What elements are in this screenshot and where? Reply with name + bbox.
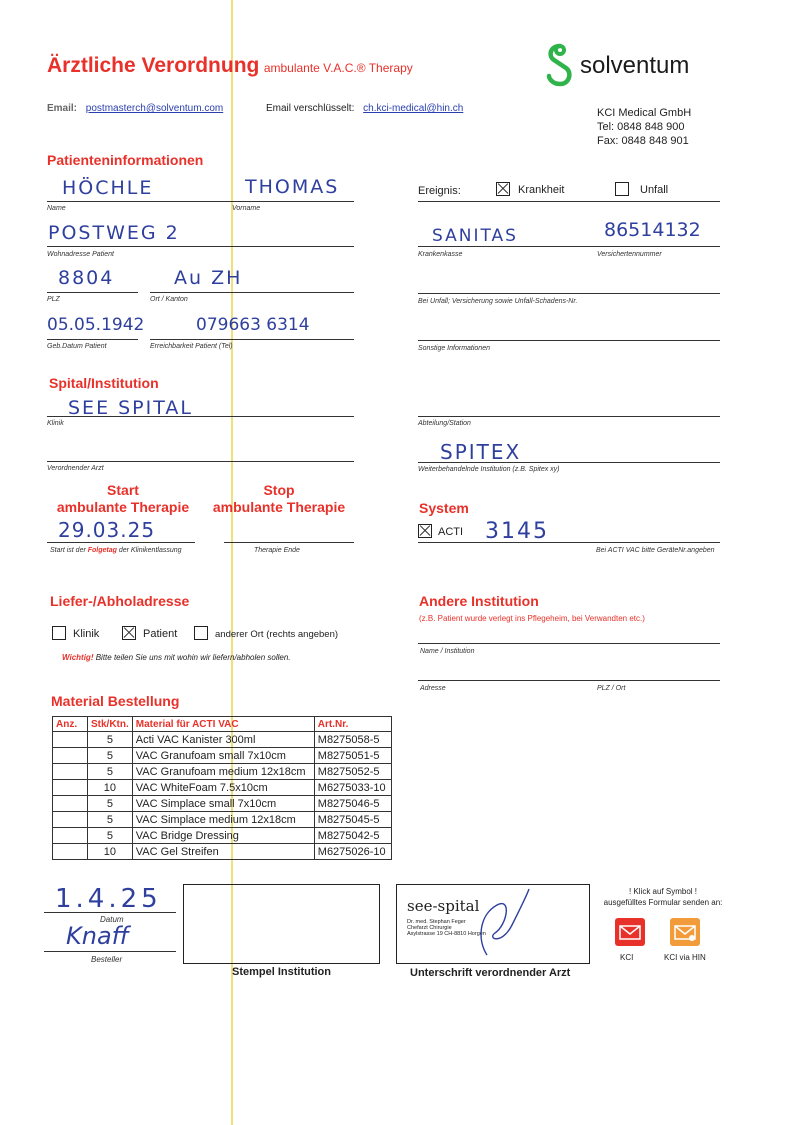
- company-tel: Tel: 0848 848 900: [597, 121, 685, 133]
- solventum-logo-icon: [540, 42, 580, 88]
- patient-adresse-value[interactable]: POSTWEG 2: [48, 222, 180, 244]
- artnr-cell: M8275051-5: [314, 748, 391, 764]
- stempel-box[interactable]: [183, 884, 380, 964]
- liefer-patient-checkbox[interactable]: [122, 626, 136, 640]
- material-cell: VAC Simplace medium 12x18cm: [132, 812, 314, 828]
- stk-cell: 5: [88, 748, 133, 764]
- form-title: [47, 54, 413, 78]
- sonstige-label: Sonstige Informationen: [418, 345, 490, 352]
- patient-ort-label: Ort / Kanton: [150, 296, 188, 303]
- table-row: [53, 764, 392, 780]
- send-instructions: ! Klick auf Symbol ! ausgefülltes Formular senden an:: [603, 887, 723, 907]
- material-cell: Acti VAC Kanister 300ml: [132, 732, 314, 748]
- patient-name-value[interactable]: HÖCHLE: [62, 177, 154, 199]
- artnr-cell: M8275042-5: [314, 828, 391, 844]
- unfall-versicherung-label: Bei Unfall; Versicherung sowie Unfall-Schadens-Nr.: [418, 298, 578, 305]
- material-header-row: [53, 717, 392, 732]
- artnr-cell: M6275033-10: [314, 780, 391, 796]
- arzt-label: Verordnender Arzt: [47, 465, 104, 472]
- material-cell: VAC WhiteFoam 7.5x10cm: [132, 780, 314, 796]
- anz-cell[interactable]: [53, 732, 88, 748]
- liefer-note: Wichtig! Bitte teilen Sie uns mit wohin wir liefern/abholen sollen.: [62, 653, 291, 662]
- abteilung-label: Abteilung/Station: [418, 420, 471, 427]
- patient-geb-label: Geb.Datum Patient: [47, 343, 107, 350]
- solventum-logo: [540, 42, 730, 88]
- signatur-box[interactable]: [396, 884, 590, 964]
- material-table: [52, 716, 392, 860]
- email-enc-label: Email verschlüsselt:: [266, 103, 355, 114]
- material-heading: Material Bestellung: [51, 693, 180, 709]
- anz-cell[interactable]: [53, 780, 88, 796]
- datum-value[interactable]: 1.4.25: [55, 884, 162, 914]
- stamp-text: Dr. med. Stephan Feger Chefarzt Chirurgie Asylstrasse 19 CH-8810 Horgen: [407, 919, 486, 937]
- anz-cell[interactable]: [53, 748, 88, 764]
- col-stk: Stk/Ktn.: [88, 717, 133, 732]
- email-row: [47, 103, 223, 114]
- anz-cell[interactable]: [53, 764, 88, 780]
- andere-name-label: Name / Institution: [420, 648, 475, 655]
- start-heading: Start ambulante Therapie: [56, 482, 190, 515]
- stk-cell: 5: [88, 828, 133, 844]
- anz-cell[interactable]: [53, 828, 88, 844]
- system-value[interactable]: 3145: [485, 519, 549, 544]
- liefer-klinik-checkbox[interactable]: [52, 626, 66, 640]
- system-heading: System: [419, 500, 469, 516]
- material-cell: VAC Gel Streifen: [132, 844, 314, 860]
- material-cell: VAC Simplace small 7x10cm: [132, 796, 314, 812]
- ereignis-label: Ereignis:: [418, 185, 461, 197]
- spital-heading: Spital/Institution: [49, 375, 159, 391]
- artnr-cell: M8275046-5: [314, 796, 391, 812]
- stop-date-label: Therapie Ende: [254, 547, 300, 554]
- email-enc-row: [266, 103, 463, 114]
- patient-adresse-label: Wohnadresse Patient: [47, 251, 114, 258]
- form-title-main: Ärztliche Verordnung: [47, 54, 260, 77]
- kasse-value[interactable]: SANITAS: [432, 226, 518, 246]
- col-material: Material für ACTI VAC: [132, 717, 314, 732]
- patient-plz-value[interactable]: 8804: [58, 267, 115, 289]
- email-link[interactable]: postmasterch@solventum.com: [85, 103, 224, 114]
- acti-checkbox[interactable]: [418, 524, 432, 538]
- table-row: [53, 828, 392, 844]
- kasse-label: Krankenkasse: [418, 251, 463, 258]
- start-date-label: Start ist der Folgetag der Klinikentlassung: [50, 547, 182, 554]
- acti-label: ACTI: [438, 526, 464, 538]
- vnr-label: Versichertennummer: [597, 251, 662, 258]
- unfall-checkbox[interactable]: [615, 182, 629, 196]
- company-fax: Fax: 0848 848 901: [597, 135, 689, 147]
- stk-cell: 5: [88, 812, 133, 828]
- envelope-key-icon: [670, 918, 700, 946]
- stop-heading: Stop ambulante Therapie: [212, 482, 346, 515]
- email-label: Email:: [47, 103, 78, 114]
- signatur-label: Unterschrift verordnender Arzt: [410, 967, 571, 979]
- kci-hin-label: KCI via HIN: [664, 953, 706, 962]
- besteller-signature[interactable]: Knaff: [66, 922, 129, 950]
- stk-cell: 5: [88, 796, 133, 812]
- system-label: Bei ACTI VAC bitte GeräteNr.angeben: [596, 547, 715, 554]
- stk-cell: 10: [88, 780, 133, 796]
- anz-cell[interactable]: [53, 796, 88, 812]
- artnr-cell: M8275058-5: [314, 732, 391, 748]
- besteller-label: Besteller: [91, 955, 123, 964]
- patient-plz-label: PLZ: [47, 296, 60, 303]
- datum-label: Datum: [100, 915, 124, 924]
- klinik-label: Klinik: [47, 420, 64, 427]
- liefer-heading: Liefer-/Abholadresse: [50, 593, 190, 609]
- andere-sub: (z.B. Patient wurde verlegt ins Pflegeheim, bei Verwandten etc.): [419, 614, 645, 623]
- form-title-sub: ambulante V.A.C.® Therapy: [263, 61, 413, 75]
- andere-adresse-label: Adresse: [420, 685, 446, 692]
- weiter-label: Weiterbehandelnde Institution (z.B. Spitex xy): [418, 466, 560, 473]
- start-date-value[interactable]: 29.03.25: [58, 518, 156, 542]
- table-row: [53, 812, 392, 828]
- liefer-anderer-label: anderer Ort (rechts angeben): [215, 629, 339, 640]
- email-enc-link[interactable]: ch.kci-medical@hin.ch: [363, 103, 464, 114]
- liefer-anderer-checkbox[interactable]: [194, 626, 208, 640]
- patient-vorname-label: Vorname: [232, 205, 261, 212]
- company-name: KCI Medical GmbH: [597, 107, 692, 119]
- brand-name: solventum: [580, 52, 690, 79]
- company-info: [597, 106, 691, 148]
- vnr-value[interactable]: 86514132: [604, 219, 701, 241]
- anz-cell[interactable]: [53, 844, 88, 860]
- patient-vorname-value[interactable]: THOMAS: [245, 176, 340, 198]
- artnr-cell: M8275045-5: [314, 812, 391, 828]
- anz-cell[interactable]: [53, 812, 88, 828]
- krankheit-label: Krankheit: [518, 184, 565, 196]
- kci-mail-icon[interactable]: [615, 918, 645, 946]
- patient-tel-value[interactable]: 079663 6314: [196, 315, 310, 335]
- krankheit-checkbox[interactable]: [496, 182, 510, 196]
- col-artnr: Art.Nr.: [314, 717, 391, 732]
- stamp-name: see-spital: [407, 897, 480, 915]
- stk-cell: 5: [88, 764, 133, 780]
- doctor-signature-icon: [457, 885, 537, 959]
- table-row: [53, 732, 392, 748]
- material-cell: VAC Granufoam small 7x10cm: [132, 748, 314, 764]
- table-row: [53, 844, 392, 860]
- patient-geb-value[interactable]: 05.05.1942: [47, 315, 145, 335]
- stk-cell: 5: [88, 732, 133, 748]
- weiter-value[interactable]: SPITEX: [440, 440, 522, 464]
- stempel-label: Stempel Institution: [232, 966, 331, 978]
- andere-plz-label: PLZ / Ort: [597, 685, 626, 692]
- material-cell: VAC Granufoam medium 12x18cm: [132, 764, 314, 780]
- liefer-klinik-label: Klinik: [73, 628, 100, 640]
- patient-heading: Patienteninformationen: [47, 152, 204, 168]
- table-row: [53, 780, 392, 796]
- stk-cell: 10: [88, 844, 133, 860]
- table-row: [53, 748, 392, 764]
- klinik-value[interactable]: SEE SPITAL: [68, 397, 193, 419]
- table-row: [53, 796, 392, 812]
- artnr-cell: M8275052-5: [314, 764, 391, 780]
- andere-heading: Andere Institution: [419, 593, 539, 609]
- unfall-label: Unfall: [640, 184, 669, 196]
- col-anz: Anz.: [53, 717, 88, 732]
- kci-label: KCI: [620, 953, 634, 962]
- material-cell: VAC Bridge Dressing: [132, 828, 314, 844]
- kci-hin-mail-icon[interactable]: [670, 918, 700, 946]
- patient-ort-value[interactable]: Au ZH: [174, 267, 243, 289]
- envelope-icon: [615, 918, 645, 946]
- artnr-cell: M6275026-10: [314, 844, 391, 860]
- patient-tel-label: Erreichbarkeit Patient (Tel): [150, 343, 233, 350]
- liefer-patient-label: Patient: [143, 628, 178, 640]
- patient-name-label: Name: [47, 205, 66, 212]
